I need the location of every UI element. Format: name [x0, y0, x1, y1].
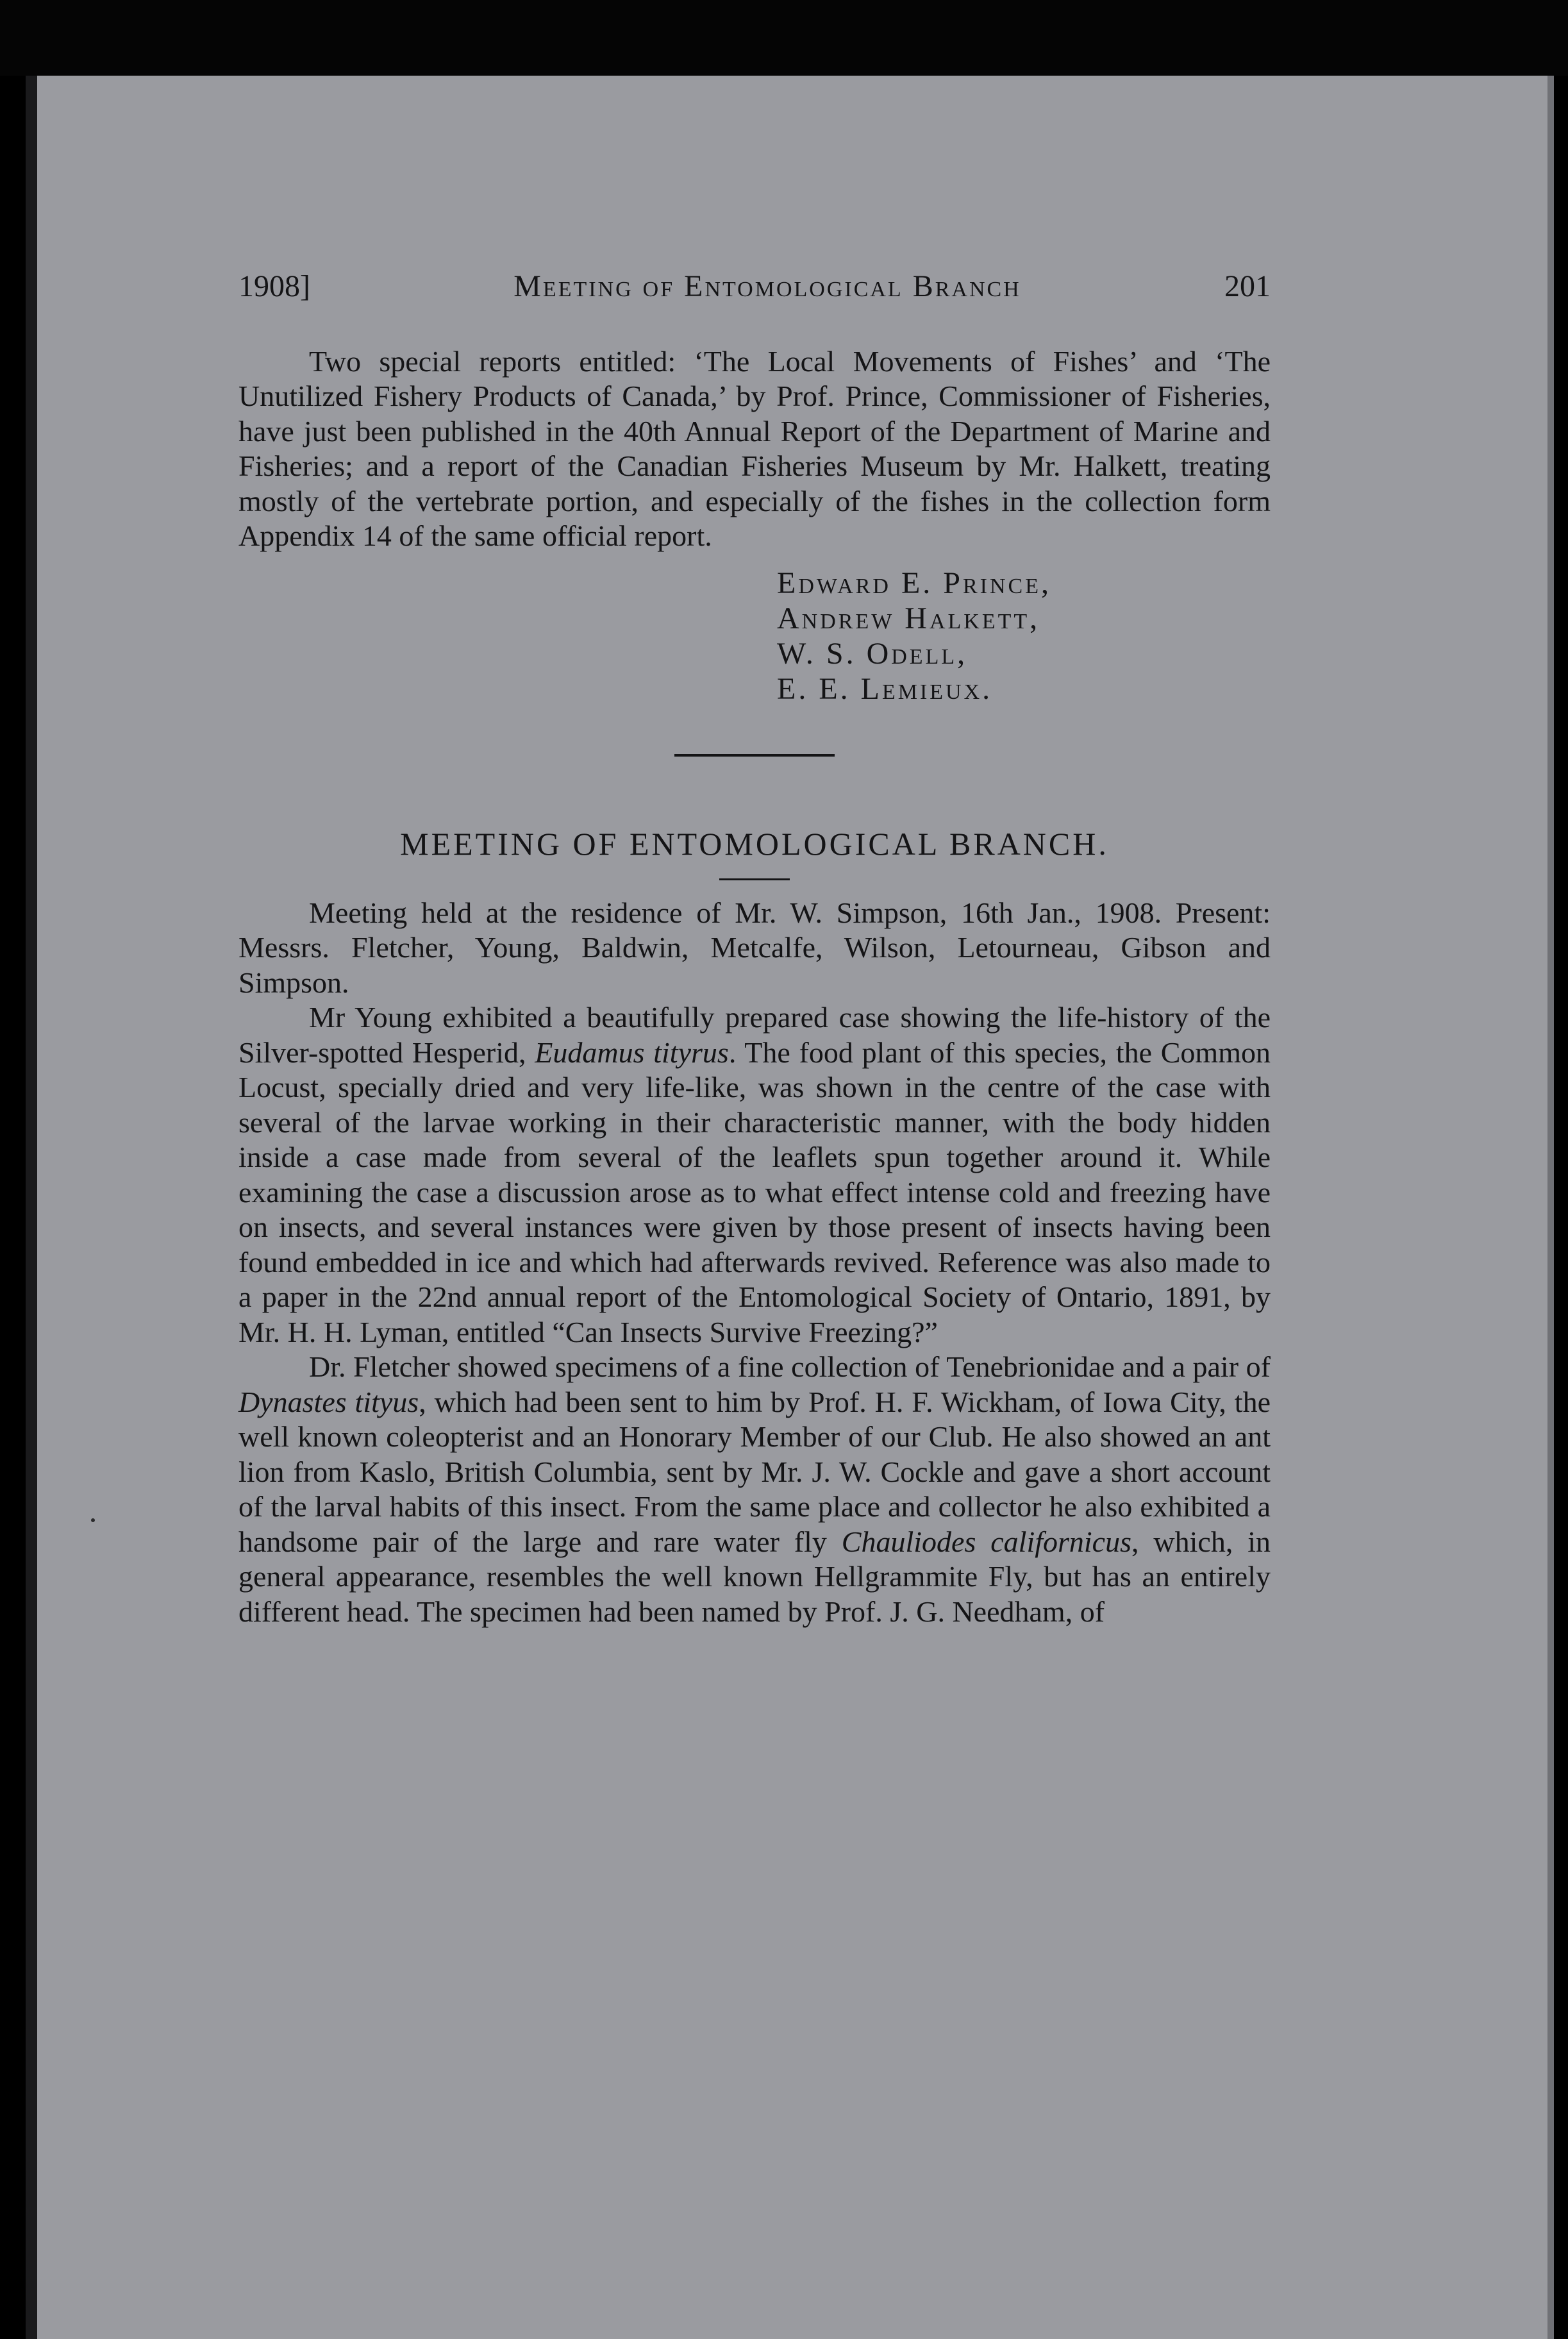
scan-dark-border [0, 0, 1568, 76]
young-text-1: Mr Young exhibited a beautifully prepared case showing the life-history of the Silver-spotted Hesperid, [238, 1001, 1271, 1069]
signature-block [777, 566, 1271, 707]
title-underline [719, 878, 790, 880]
fisheries-report-paragraph: Two special reports entitled: ‘The Local Movements of Fishes’ and ‘The Unutilized Fishery Products of Canada,’ by Prof. Prince, Commissioner of Fisheries, have just been published in the 40th Annual Report of the Department of Marine and Fisheries; and a report of the Canadian Fisheries Museum by Mr. Halkett, treating mostly of the vertebrate portion, and especially of the fishes in the collection form Appendix 14 of the same official report. [238, 344, 1271, 552]
young-text-2: . The food plant of this species, the Common Locust, specially dried and very life-like, was shown in the centre of the case with several of the larvae working in their characteristic manner, with the body hidden inside a case made from several of the leaflets spun together around it. While examining the case a discussion arose as to what effect intense cold and freezing have on insects, and several instances were given by those present of insects having been found embedded in ice and which had afterwards revived. Reference was also made to a paper in the 22nd annual report of the Entomological Society of Ontario, 1891, by Mr. H. H. Lyman, entitled “Can Insects Survive Freezing?” [238, 1035, 1271, 1348]
signature-lemieux: E. E. Lemieux. [777, 671, 993, 706]
scan-speck [91, 1518, 95, 1522]
fletcher-paragraph [238, 1350, 1271, 1629]
young-paragraph [238, 1000, 1271, 1350]
section-title: MEETING OF ENTOMOLOGICAL BRANCH. [400, 825, 1109, 862]
signature-prince: Edward E. Prince, [777, 566, 1051, 600]
page-number: 201 [1224, 269, 1271, 303]
signature-halkett: Andrew Halkett, [777, 601, 1040, 635]
page-text-block [238, 269, 1271, 1629]
species-name: Chauliodes californicus [841, 1525, 1132, 1558]
signature-odell: W. S. Odell, [777, 636, 968, 671]
fletcher-text-2: , which had been sent to him by Prof. H. F. Wickham, of Iowa City, the well known coleopterist and an Honorary Member of our Club. He also showed an ant lion from Kaslo, British Columbia, sent by Mr. J. W. Cockle and gave a short account of the larval habits of this insect. From the same place and collector he also exhibited a handsome pair of the large and rare water fly [238, 1385, 1271, 1558]
running-head-year: 1908] [238, 269, 310, 303]
running-head [238, 269, 1271, 305]
species-name: Eudamus tityrus [535, 1035, 729, 1069]
running-head-title: Meeting of Entomological Branch [513, 269, 1021, 303]
section-divider [674, 754, 835, 757]
fletcher-text-3: , which, in general appearance, resembles the well known Hellgrammite Fly, but has an entirely different head. The specimen had been named by Prof. J. G. Needham, of [238, 1525, 1271, 1628]
species-name: Dynastes tityus [238, 1385, 419, 1418]
meeting-paragraph: Meeting held at the residence of Mr. W. Simpson, 16th Jan., 1908. Present: Messrs. Fletcher, Young, Baldwin, Metcalfe, Wilson, Letourneau, Gibson and Simpson. [238, 896, 1271, 999]
fletcher-text-1: Dr. Fletcher showed specimens of a fine collection of Tenebrionidae and a pair of [309, 1350, 1271, 1383]
